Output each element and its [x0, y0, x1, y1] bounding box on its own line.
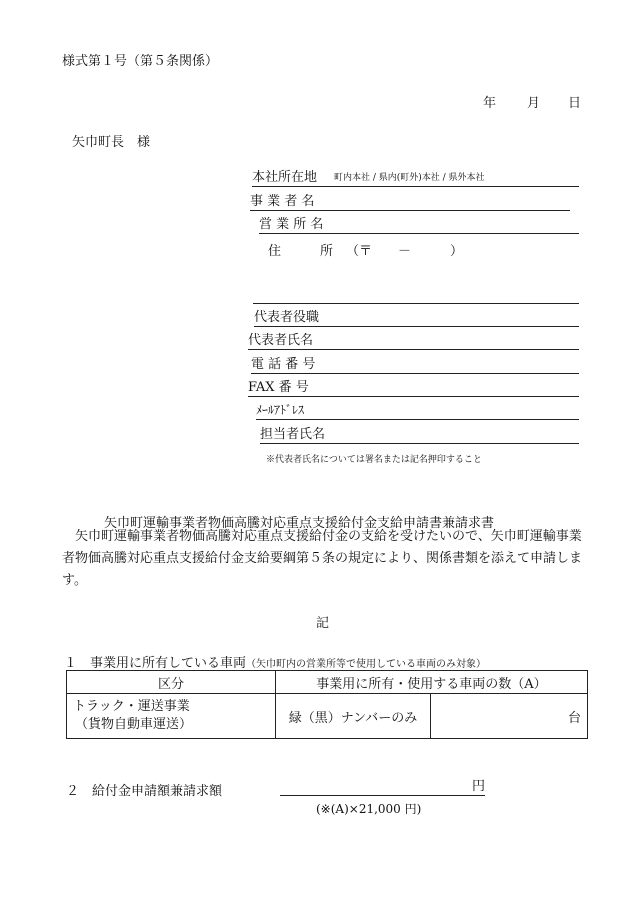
date-day: 日	[568, 96, 582, 111]
ki-heading: 記	[316, 616, 330, 631]
date-month: 月	[527, 96, 541, 111]
rep-title-label: 代表者役職	[254, 310, 320, 325]
category-cell	[67, 694, 276, 739]
email-field[interactable]	[256, 401, 579, 420]
section2-heading: ２ 給付金申請額兼請求額	[66, 784, 223, 799]
rep-name-field[interactable]	[248, 331, 579, 350]
business-name-label: 事 業 者 名	[250, 194, 315, 209]
hq-location-options: 町内本社 / 県内(町外)本社 / 県外本社	[334, 173, 485, 183]
plate-type-cell: 緑（黒）ナンバーのみ	[276, 694, 431, 739]
amount-formula: (※(A)×21,000 円)	[316, 802, 422, 816]
address-field[interactable]	[253, 285, 579, 304]
address-label: 住 所	[268, 244, 334, 259]
amount-field[interactable]	[280, 777, 485, 796]
phone-field[interactable]	[251, 355, 579, 374]
body-text: 矢巾町運輸事業者物価高騰対応重点支援給付金の支給を受けたいので、矢巾町運輸事業者物価高騰対応重点支援給付金支給要綱第５条の規定により、関係書類を添えて申請します。	[62, 529, 583, 588]
category-line2: （貨物自動車運送）	[75, 717, 193, 732]
vehicle-table	[66, 670, 588, 739]
date-year: 年	[483, 96, 497, 111]
form-number: 様式第１号（第５条関係）	[62, 54, 219, 69]
email-label: ﾒｰﾙｱﾄﾞﾚｽ	[256, 403, 305, 417]
fax-label: FAX 番 号	[248, 380, 309, 395]
contact-person-field[interactable]	[260, 425, 579, 444]
document-title: 矢巾町運輸事業者物価高騰対応重点支援給付金支給申請書兼請求書	[104, 516, 495, 531]
section1-heading-text: １ 事業用に所有している車両	[64, 656, 247, 671]
fax-field[interactable]	[248, 378, 579, 397]
rep-name-label: 代表者氏名	[248, 333, 314, 348]
vehicle-count-cell[interactable]	[431, 694, 588, 739]
amount-unit: 円	[471, 779, 485, 794]
header-vehicle-count: 事業用に所有・使用する車両の数（A）	[276, 671, 588, 694]
business-name-field[interactable]	[250, 192, 570, 211]
phone-label: 電 話 番 号	[251, 357, 316, 372]
vehicle-count-unit: 台	[567, 710, 581, 726]
category-line1: トラック・運送事業	[73, 699, 190, 714]
section1-heading-note: （矢巾町内の営業所等で使用している車両のみ対象）	[246, 659, 487, 670]
contact-person-label: 担当者氏名	[260, 427, 326, 442]
postal-code: （〒 － ）	[346, 244, 464, 259]
addressee: 矢巾町長 様	[72, 135, 151, 150]
table-row	[67, 694, 588, 739]
header-category: 区分	[67, 671, 276, 694]
hq-location-field[interactable]	[252, 168, 579, 187]
table-header-row	[67, 671, 588, 694]
signature-note: ※代表者氏名については署名または記名押印すること	[266, 455, 482, 465]
rep-title-field[interactable]	[254, 308, 579, 327]
section1-heading	[64, 652, 486, 671]
office-name-field[interactable]	[259, 215, 579, 234]
hq-location-label: 本社所在地	[252, 170, 318, 185]
office-name-label: 営 業 所 名	[259, 217, 324, 232]
